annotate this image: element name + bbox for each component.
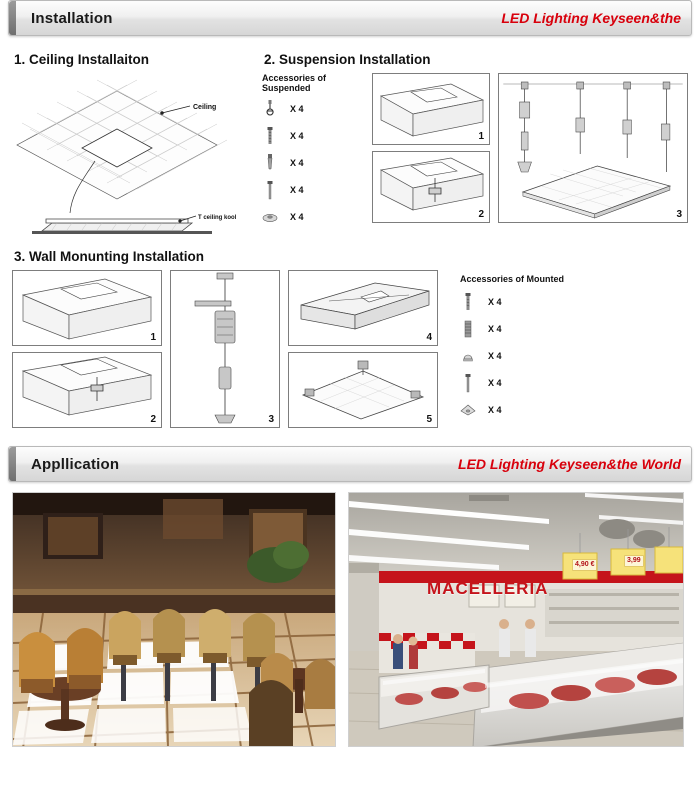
header-accent-bar	[9, 447, 16, 481]
label-ceiling: Ceiling	[193, 104, 217, 111]
bracket-icon	[460, 403, 476, 417]
wall-panel-4	[288, 270, 438, 346]
accessory-qty: X 4	[290, 158, 304, 168]
wall-installation-block	[12, 249, 688, 428]
label-t-ceiling-kool: T ceiling kool	[198, 215, 237, 221]
installation-section-header	[8, 0, 692, 36]
accessory-item	[262, 99, 364, 119]
suspension-panel-3	[498, 73, 688, 223]
cafe-interior-photo	[12, 492, 336, 747]
accessory-item	[460, 373, 688, 393]
cap-icon	[460, 349, 476, 363]
accessories-mounted-list	[446, 270, 688, 428]
bolt-icon	[460, 292, 476, 312]
accessories-mounted-title: Accessories of Mounted	[460, 274, 565, 284]
ceiling-installation-block	[12, 46, 252, 243]
ceiling-installation-diagram	[12, 73, 248, 243]
suspension-panel-1	[372, 73, 490, 145]
spring-icon	[460, 319, 476, 339]
panel-number: 5	[426, 414, 432, 425]
panel-number: 3	[676, 209, 682, 220]
panel-number: 2	[478, 209, 484, 220]
accessory-qty: X 4	[290, 212, 304, 222]
accessory-qty: X 4	[488, 324, 502, 334]
panel-number: 4	[426, 332, 432, 343]
application-section-header	[8, 446, 692, 482]
accessory-qty: X 4	[488, 351, 502, 361]
accessory-qty: X 4	[488, 297, 502, 307]
header-accent-bar	[9, 1, 16, 35]
accessories-suspended-title: Accessories of Suspended	[262, 73, 327, 93]
suspension-panel-2	[372, 151, 490, 223]
wall-panels-column-c	[288, 270, 438, 428]
accessory-qty: X 4	[290, 185, 304, 195]
step-title-suspension: 2. Suspension Installation	[264, 52, 431, 67]
step-title-wall: 3. Wall Monunting Installation	[14, 249, 204, 264]
suspension-installation-block	[262, 46, 688, 243]
accessory-qty: X 4	[488, 378, 502, 388]
accessory-item	[460, 346, 688, 366]
screw-icon	[460, 373, 476, 393]
wall-panel-2	[12, 352, 162, 428]
anchor-icon	[262, 153, 278, 173]
page-title: Installation	[31, 9, 113, 27]
accessory-item	[460, 319, 688, 339]
accessory-item	[262, 180, 364, 200]
install-row-top	[12, 46, 688, 243]
wall-panels-column-a	[12, 270, 162, 428]
accessory-item	[460, 292, 688, 312]
panel-number: 1	[150, 332, 156, 343]
accessory-item	[262, 153, 364, 173]
accessory-qty: X 4	[488, 405, 502, 415]
brand-text: LED Lighting Keyseen&the World	[458, 456, 681, 472]
step-title-ceiling: 1. Ceiling Installaiton	[14, 52, 150, 67]
accessory-item	[262, 126, 364, 146]
accessory-item	[460, 400, 688, 420]
price-tag: 4,90 €	[572, 559, 597, 571]
installation-body	[0, 36, 700, 434]
washer-icon	[262, 210, 278, 224]
brand-text: LED Lighting Keyseen&the	[501, 10, 681, 26]
wall-panel-1	[12, 270, 162, 346]
wall-panel-5	[288, 352, 438, 428]
application-photos	[0, 482, 700, 757]
hook-icon	[262, 99, 278, 119]
wall-panel-3	[170, 270, 280, 428]
store-sign-text: MACELLERIA	[427, 579, 549, 598]
accessory-item	[262, 207, 364, 227]
supermarket-interior-photo	[348, 492, 684, 747]
accessory-qty: X 4	[290, 104, 304, 114]
rod-icon	[262, 180, 278, 200]
panel-number: 3	[268, 414, 274, 425]
price-tag: 3,99	[624, 555, 644, 567]
suspension-panels-left	[372, 73, 490, 227]
accessory-qty: X 4	[290, 131, 304, 141]
application-title: Appllication	[31, 455, 120, 473]
panel-number: 2	[150, 414, 156, 425]
panel-number: 1	[478, 131, 484, 142]
accessories-suspended-list	[262, 73, 364, 227]
screw-icon	[262, 126, 278, 146]
